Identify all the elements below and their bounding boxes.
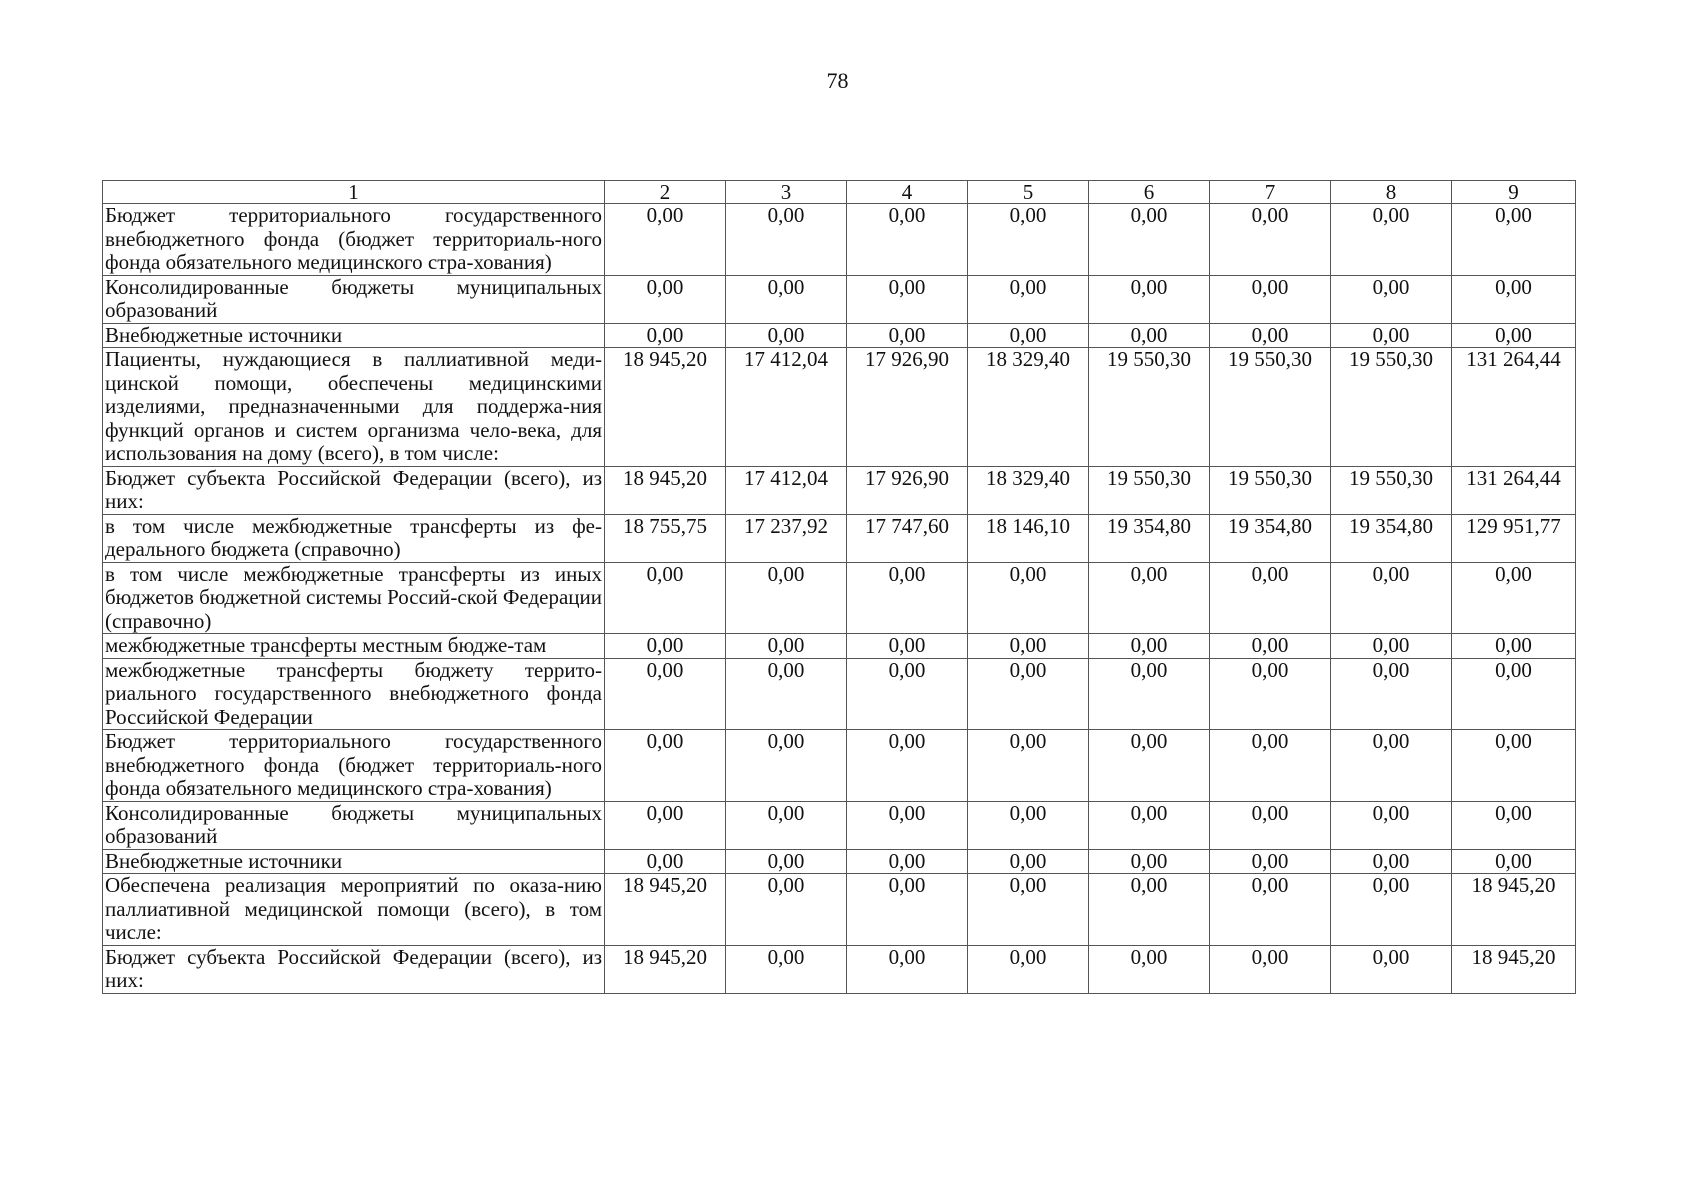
row-label: в том числе межбюджетные трансферты из фе-дерального бюджета (справочно) (103, 514, 605, 562)
cell-value: 0,00 (726, 874, 847, 946)
table-row (103, 874, 1576, 946)
row-label: Бюджет субъекта Российской Федерации (всего), из них: (103, 466, 605, 514)
cell-value: 0,00 (726, 945, 847, 993)
cell-value: 0,00 (968, 204, 1089, 276)
column-header: 9 (1452, 181, 1576, 204)
cell-value: 18 945,20 (605, 945, 726, 993)
cell-value: 0,00 (726, 634, 847, 659)
cell-value: 0,00 (847, 275, 968, 323)
cell-value: 0,00 (1210, 849, 1331, 874)
column-header: 1 (103, 181, 605, 204)
cell-value: 0,00 (968, 730, 1089, 802)
cell-value: 18 945,20 (605, 874, 726, 946)
cell-value: 0,00 (1210, 323, 1331, 348)
cell-value: 0,00 (1210, 275, 1331, 323)
cell-value: 0,00 (1210, 562, 1331, 634)
cell-value: 0,00 (1210, 204, 1331, 276)
cell-value: 0,00 (1331, 874, 1452, 946)
cell-value: 0,00 (847, 849, 968, 874)
cell-value: 17 926,90 (847, 466, 968, 514)
table-row (103, 323, 1576, 348)
cell-value: 0,00 (1452, 658, 1576, 730)
column-header: 7 (1210, 181, 1331, 204)
cell-value: 18 146,10 (968, 514, 1089, 562)
cell-value: 0,00 (847, 658, 968, 730)
cell-value: 17 412,04 (726, 466, 847, 514)
cell-value: 0,00 (968, 945, 1089, 993)
cell-value: 0,00 (847, 730, 968, 802)
cell-value: 0,00 (605, 658, 726, 730)
cell-value: 0,00 (726, 801, 847, 849)
table-row (103, 634, 1576, 659)
table-row (103, 204, 1576, 276)
cell-value: 0,00 (1331, 634, 1452, 659)
cell-value: 0,00 (847, 562, 968, 634)
cell-value: 0,00 (1331, 801, 1452, 849)
cell-value: 0,00 (1089, 562, 1210, 634)
cell-value: 0,00 (1331, 204, 1452, 276)
cell-value: 0,00 (726, 562, 847, 634)
cell-value: 0,00 (968, 562, 1089, 634)
cell-value: 17 747,60 (847, 514, 968, 562)
cell-value: 0,00 (968, 275, 1089, 323)
row-label: межбюджетные трансферты бюджету террито-риального государственного внебюджетного фонда Российской Федерации (103, 658, 605, 730)
cell-value: 19 550,30 (1089, 466, 1210, 514)
table-body (103, 204, 1576, 994)
table-row (103, 849, 1576, 874)
cell-value: 0,00 (605, 634, 726, 659)
cell-value: 0,00 (1210, 634, 1331, 659)
cell-value: 0,00 (1089, 204, 1210, 276)
cell-value: 0,00 (605, 801, 726, 849)
cell-value: 0,00 (1210, 658, 1331, 730)
cell-value: 0,00 (847, 945, 968, 993)
cell-value: 0,00 (1089, 874, 1210, 946)
cell-value: 0,00 (1210, 801, 1331, 849)
row-label: в том числе межбюджетные трансферты из иных бюджетов бюджетной системы Россий-ской Федерации (справочно) (103, 562, 605, 634)
cell-value: 0,00 (968, 658, 1089, 730)
cell-value: 0,00 (1089, 801, 1210, 849)
column-header: 3 (726, 181, 847, 204)
cell-value: 19 550,30 (1210, 466, 1331, 514)
cell-value: 131 264,44 (1452, 466, 1576, 514)
cell-value: 0,00 (726, 849, 847, 874)
cell-value: 0,00 (1089, 730, 1210, 802)
cell-value: 0,00 (1331, 730, 1452, 802)
cell-value: 18 329,40 (968, 348, 1089, 467)
row-label: Бюджет территориального государственного внебюджетного фонда (бюджет территориаль-ного фонда обязательного медицинского стра-хования) (103, 730, 605, 802)
cell-value: 0,00 (1089, 849, 1210, 874)
row-label: Внебюджетные источники (103, 849, 605, 874)
table-row (103, 514, 1576, 562)
cell-value: 0,00 (726, 730, 847, 802)
cell-value: 17 412,04 (726, 348, 847, 467)
cell-value: 17 926,90 (847, 348, 968, 467)
table-row (103, 466, 1576, 514)
cell-value: 19 354,80 (1210, 514, 1331, 562)
cell-value: 19 550,30 (1331, 466, 1452, 514)
cell-value: 0,00 (1089, 323, 1210, 348)
cell-value: 18 945,20 (1452, 874, 1576, 946)
cell-value: 18 329,40 (968, 466, 1089, 514)
row-label: Пациенты, нуждающиеся в паллиативной меди-цинской помощи, обеспечены медицинскими изделиями, предназначенными для поддержа-ния функций органов и систем организма чело-века, для использования на дому (всего), в том числе: (103, 348, 605, 467)
cell-value: 0,00 (1331, 658, 1452, 730)
cell-value: 0,00 (847, 634, 968, 659)
cell-value: 0,00 (1089, 275, 1210, 323)
cell-value: 0,00 (1089, 658, 1210, 730)
cell-value: 0,00 (1331, 323, 1452, 348)
header-row (103, 181, 1576, 204)
cell-value: 0,00 (1452, 323, 1576, 348)
cell-value: 0,00 (605, 562, 726, 634)
cell-value: 0,00 (605, 849, 726, 874)
column-header: 6 (1089, 181, 1210, 204)
cell-value: 0,00 (1331, 275, 1452, 323)
cell-value: 0,00 (1331, 945, 1452, 993)
cell-value: 0,00 (605, 323, 726, 348)
table-row (103, 801, 1576, 849)
row-label: Обеспечена реализация мероприятий по оказа-нию паллиативной медицинской помощи (всего), в том числе: (103, 874, 605, 946)
column-header: 8 (1331, 181, 1452, 204)
cell-value: 0,00 (605, 730, 726, 802)
cell-value: 129 951,77 (1452, 514, 1576, 562)
budget-table (102, 180, 1576, 994)
column-header: 4 (847, 181, 968, 204)
row-label: Внебюджетные источники (103, 323, 605, 348)
cell-value: 0,00 (1331, 562, 1452, 634)
row-label: Консолидированные бюджеты муниципальных образований (103, 275, 605, 323)
cell-value: 19 550,30 (1089, 348, 1210, 467)
cell-value: 18 945,20 (605, 348, 726, 467)
table-row (103, 275, 1576, 323)
cell-value: 0,00 (1452, 275, 1576, 323)
column-header: 2 (605, 181, 726, 204)
table-row (103, 945, 1576, 993)
cell-value: 17 237,92 (726, 514, 847, 562)
cell-value: 131 264,44 (1452, 348, 1576, 467)
row-label: Консолидированные бюджеты муниципальных образований (103, 801, 605, 849)
cell-value: 0,00 (1210, 945, 1331, 993)
cell-value: 0,00 (1452, 634, 1576, 659)
cell-value: 0,00 (726, 658, 847, 730)
cell-value: 0,00 (847, 874, 968, 946)
cell-value: 0,00 (1331, 849, 1452, 874)
cell-value: 0,00 (968, 874, 1089, 946)
cell-value: 19 354,80 (1089, 514, 1210, 562)
table-row (103, 348, 1576, 467)
cell-value: 19 550,30 (1210, 348, 1331, 467)
cell-value: 0,00 (605, 275, 726, 323)
cell-value: 0,00 (1210, 730, 1331, 802)
table-row (103, 658, 1576, 730)
cell-value: 0,00 (968, 801, 1089, 849)
cell-value: 0,00 (1452, 801, 1576, 849)
cell-value: 0,00 (1089, 945, 1210, 993)
cell-value: 0,00 (968, 849, 1089, 874)
table-row (103, 562, 1576, 634)
cell-value: 0,00 (726, 323, 847, 348)
cell-value: 19 550,30 (1331, 348, 1452, 467)
cell-value: 0,00 (1452, 849, 1576, 874)
row-label: Бюджет субъекта Российской Федерации (всего), из них: (103, 945, 605, 993)
cell-value: 0,00 (1452, 562, 1576, 634)
cell-value: 0,00 (968, 634, 1089, 659)
cell-value: 18 945,20 (1452, 945, 1576, 993)
cell-value: 0,00 (847, 801, 968, 849)
cell-value: 0,00 (847, 323, 968, 348)
row-label: межбюджетные трансферты местным бюдже-там (103, 634, 605, 659)
cell-value: 0,00 (605, 204, 726, 276)
column-header: 5 (968, 181, 1089, 204)
cell-value: 0,00 (726, 275, 847, 323)
table-row (103, 730, 1576, 802)
cell-value: 18 945,20 (605, 466, 726, 514)
cell-value: 0,00 (1210, 874, 1331, 946)
cell-value: 0,00 (968, 323, 1089, 348)
cell-value: 0,00 (847, 204, 968, 276)
table-header (103, 181, 1576, 204)
cell-value: 0,00 (1089, 634, 1210, 659)
page-number: 78 (826, 68, 849, 93)
cell-value: 18 755,75 (605, 514, 726, 562)
row-label: Бюджет территориального государственного внебюджетного фонда (бюджет территориаль-ного фонда обязательного медицинского стра-хования) (103, 204, 605, 276)
cell-value: 0,00 (726, 204, 847, 276)
cell-value: 0,00 (1452, 730, 1576, 802)
cell-value: 0,00 (1452, 204, 1576, 276)
cell-value: 19 354,80 (1331, 514, 1452, 562)
